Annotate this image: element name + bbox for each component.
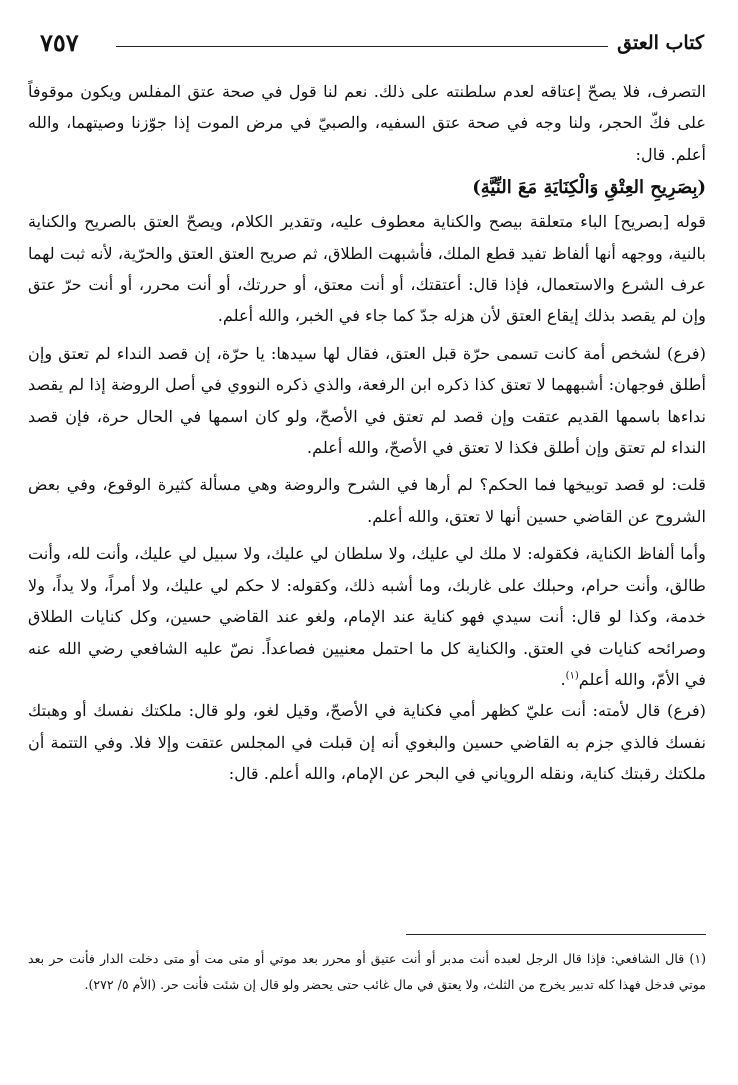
paragraph-qultu: قلت: لو قصد توبيخها فما الحكم؟ لم أرها في الشرح والروضة وهي مسألة كثيرة الوقوع، وفي بعض الشروح عن القاضي حسين أنها لا تعتق، والله أعلم. — [28, 475, 706, 526]
footnote-reference: (١) — [565, 670, 579, 682]
header-rule — [116, 46, 608, 47]
footnote-1: (١) قال الشافعي: فإذا قال الرجل لعبده أنت مدبر أو أنت عتيق أو محرر بعد موتي أو متى مت أو متى دخلت الدار فأنت حر بعد موتي فدخل فهذا كله تدبير يخرج من الثلث، ولا يعتق في مال غائب حتى يحضر ولو قال إن شئت فأنت حر. (الأم ٥/ ٢٧٢). — [28, 951, 706, 992]
paragraph-far-zihar: (فرع) قال لأمته: أنت عليّ كظهر أمي فكناية في الأصحّ، وقيل لغو، ولو قال: ملكتك نفسك أو وهبتك نفسك فالذي جزم به القاضي حسين والبغوي أنه إن قبلت في المجلس عتقت وإلا فلا. وفي التتمة أن ملكتك رقبتك كناية، ونقله الروياني في البحر عن الإمام، والله أعلم. قال: — [28, 701, 706, 784]
page-number: ٧٥٧ — [40, 28, 79, 57]
page-header — [40, 28, 704, 62]
main-text — [28, 76, 706, 790]
footnote-separator — [406, 934, 706, 935]
paragraph-explanation: قوله [بصريح] الباء متعلقة بيصح والكناية معطوف عليه، وتقدير الكلام، ويصحّ العتق بالصريح والكناية بالنية، ووجهه أنها ألفاظ تفيد قطع الملك، فأشبهت الطلاق، ثم صريح العتق العتق والحرّية، لأنه ثبت لهما عرف الشرع والاستعمال، فإذا قال: أعتقتك، أو أنت معتق، أو حررتك، أو أنت محرر، أو أنت حرّ عتق وإن لم يقصد بذلك إيقاع العتق لأن هزله جدّ كما جاء في الخبر، والله أعلم. — [28, 212, 706, 326]
footnotes — [28, 946, 706, 998]
kinaya-text: وأما ألفاظ الكناية، فكقوله: لا ملك لي عليك، ولا سلطان لي عليك، ولا سبيل لي عليك، وأنت لله، وأنت طالق، وأنت حرام، وحبلك على غاربك، وما أشبه ذلك، وكقوله: لا حكم لي عليك، ولا أمراً، ولا يداً، ولا خدمة، وكذا لو قال: أنت سيدي فهو كناية عند الإمام، ولغو عند القاضي حسين، وكل كنايات الطلاق وصرائحه كنايات في العتق. والكناية كل ما احتمل معنيين فصاعداً. نصّ عليه الشافعي رضي الله عنه في الأمّ، والله أعلم — [28, 544, 706, 689]
paragraph-far-hurra: (فرع) لشخص أمة كانت تسمى حرّة قبل العتق، فقال لها سيدها: يا حرّة، إن قصد النداء لم تعتق وإن أطلق فوجهان: أشبههما لا تعتق كذا ذكره ابن الرفعة، والذي ذكره النووي في أصل الروضة إذا لم يقصد نداءها باسمها القديم عتقت وإن قصد لم تعتق في الأصحّ، ولو كان اسمها في الحال حرة، فإن قصد النداء لم تعتق وإن أطلق فكذا لا تعتق في الأصحّ، والله أعلم. — [28, 343, 706, 458]
running-title: كتاب العتق — [617, 32, 704, 54]
paragraph-kinaya — [28, 538, 706, 695]
kinaya-end: . — [560, 669, 566, 689]
matn-quote: (بِصَرِيحِ العِتْقِ وَالْكِنَايَةِ مَعَ النِّيَّةِ) — [472, 177, 706, 199]
paragraph-1: التصرف، فلا يصحّ إعتاقه لعدم سلطنته على ذلك. نعم لنا قول في صحة عتق المفلس ويكون موقوفاً على فكّ الحجر، ولنا وجه في صحة عتق السفيه، والصبيّ في مرض الموت إذا جوّزنا وصيتهما، والله أعلم. قال: — [28, 82, 706, 164]
